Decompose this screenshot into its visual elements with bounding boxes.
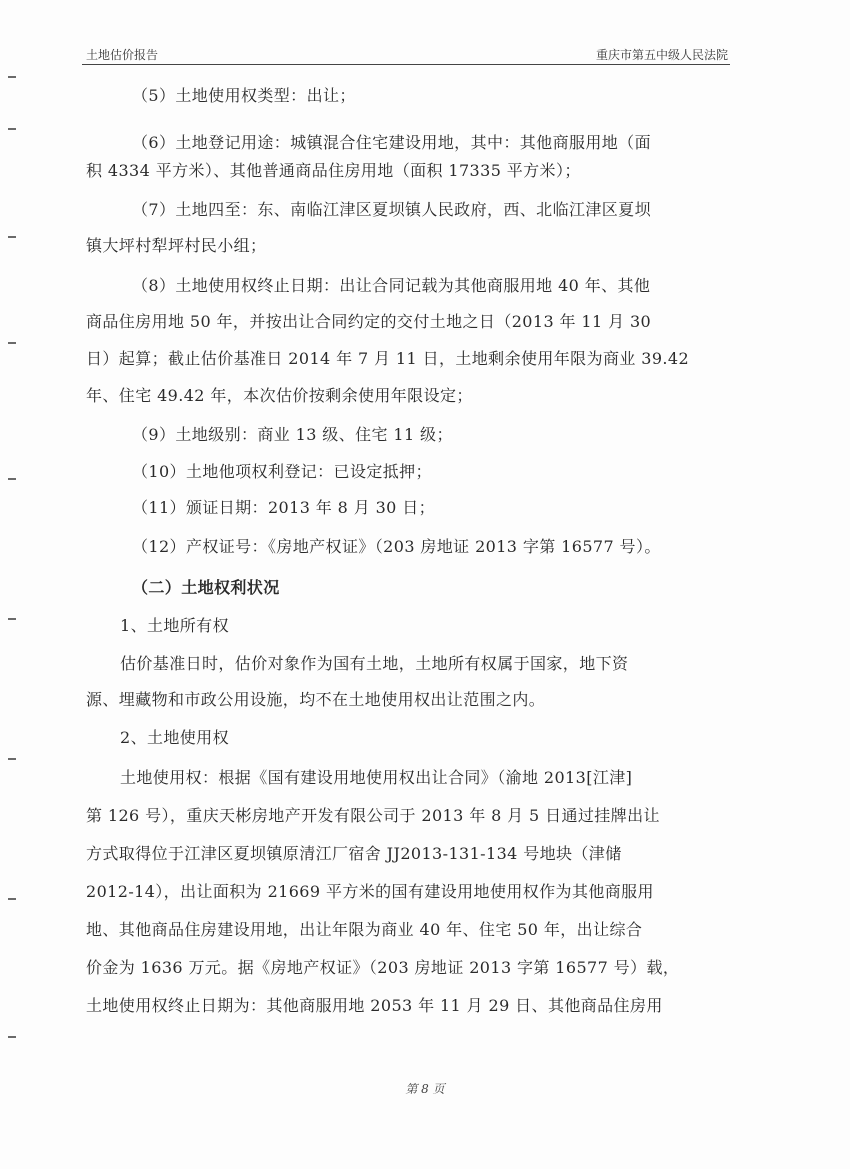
text-line: 方式取得位于江津区夏坝镇原清江厂宿舍 JJ2013-131-134 号地块（津储 — [86, 844, 622, 863]
text-line: （8）土地使用权终止日期：出让合同记载为其他商服用地 40 年、其他 — [132, 276, 651, 295]
page-number: 第 8 页 — [405, 1082, 445, 1096]
page-header — [82, 44, 730, 65]
header-report-title: 土地估价报告 — [86, 48, 159, 62]
text-line: 价金为 1636 万元。据《房地产权证》（203 房地证 2013 字第 16577 号）载， — [86, 958, 680, 977]
section-heading: （二）土地权利状况 — [132, 578, 280, 597]
scan-mark — [8, 76, 16, 78]
scan-mark — [8, 342, 16, 344]
scan-mark — [8, 1036, 16, 1038]
header-court-name: 重庆市第五中级人民法院 — [595, 48, 728, 62]
text-line: （6）土地登记用途：城镇混合住宅建设用地，其中：其他商服用地（面 — [132, 133, 651, 152]
subsection-heading: 2、土地使用权 — [120, 728, 229, 747]
text-line: 镇大坪村犁坪村民小组； — [86, 236, 267, 255]
text-line: （5）土地使用权类型：出让； — [132, 86, 356, 105]
scan-mark — [8, 618, 16, 620]
text-line: （9）土地级别：商业 13 级、住宅 11 级； — [132, 425, 453, 444]
scan-mark — [8, 478, 16, 480]
text-line: 积 4334 平方米）、其他普通商品住房用地（面积 17335 平方米）； — [86, 161, 581, 180]
text-line: 估价基准日时，估价对象作为国有土地，土地所有权属于国家，地下资 — [120, 654, 629, 673]
text-line: （12）产权证号：《房地产权证》（203 房地证 2013 字第 16577 号）。 — [132, 537, 661, 556]
text-line: 第 126 号），重庆天彬房地产开发有限公司于 2013 年 8 月 5 日通过挂牌出让 — [86, 806, 660, 825]
text-line: 年、住宅 49.42 年，本次估价按剩余使用年限设定； — [86, 386, 473, 405]
scan-mark — [8, 898, 16, 900]
text-line: 日）起算；截止估价基准日 2014 年 7 月 11 日，土地剩余使用年限为商业 39.42 — [86, 349, 690, 368]
text-line: 源、埋藏物和市政公用设施，均不在土地使用权出让范围之内。 — [86, 690, 546, 709]
text-line: 商品住房用地 50 年，并按出让合同约定的交付土地之日（2013 年 11 月 30 — [86, 312, 652, 331]
text-line: （7）土地四至：东、南临江津区夏坝镇人民政府，西、北临江津区夏坝 — [132, 200, 651, 219]
text-line: 土地使用权终止日期为：其他商服用地 2053 年 11 月 29 日、其他商品住房用 — [86, 996, 663, 1015]
text-line: （11）颁证日期：2013 年 8 月 30 日； — [132, 498, 436, 517]
text-line: 地、其他商品住房建设用地，出让年限为商业 40 年、住宅 50 年，出让综合 — [86, 920, 643, 939]
scan-mark — [8, 758, 16, 760]
text-line: 土地使用权：根据《国有建设用地使用权出让合同》（渝地 2013[江津] — [120, 768, 633, 787]
text-line: （10）土地他项权利登记：已设定抵押； — [132, 462, 432, 481]
subsection-heading: 1、土地所有权 — [120, 616, 229, 635]
text-line: 2012-14），出让面积为 21669 平方米的国有建设用地使用权作为其他商服用 — [86, 882, 654, 901]
scan-mark — [8, 236, 16, 238]
scan-mark — [8, 128, 16, 130]
